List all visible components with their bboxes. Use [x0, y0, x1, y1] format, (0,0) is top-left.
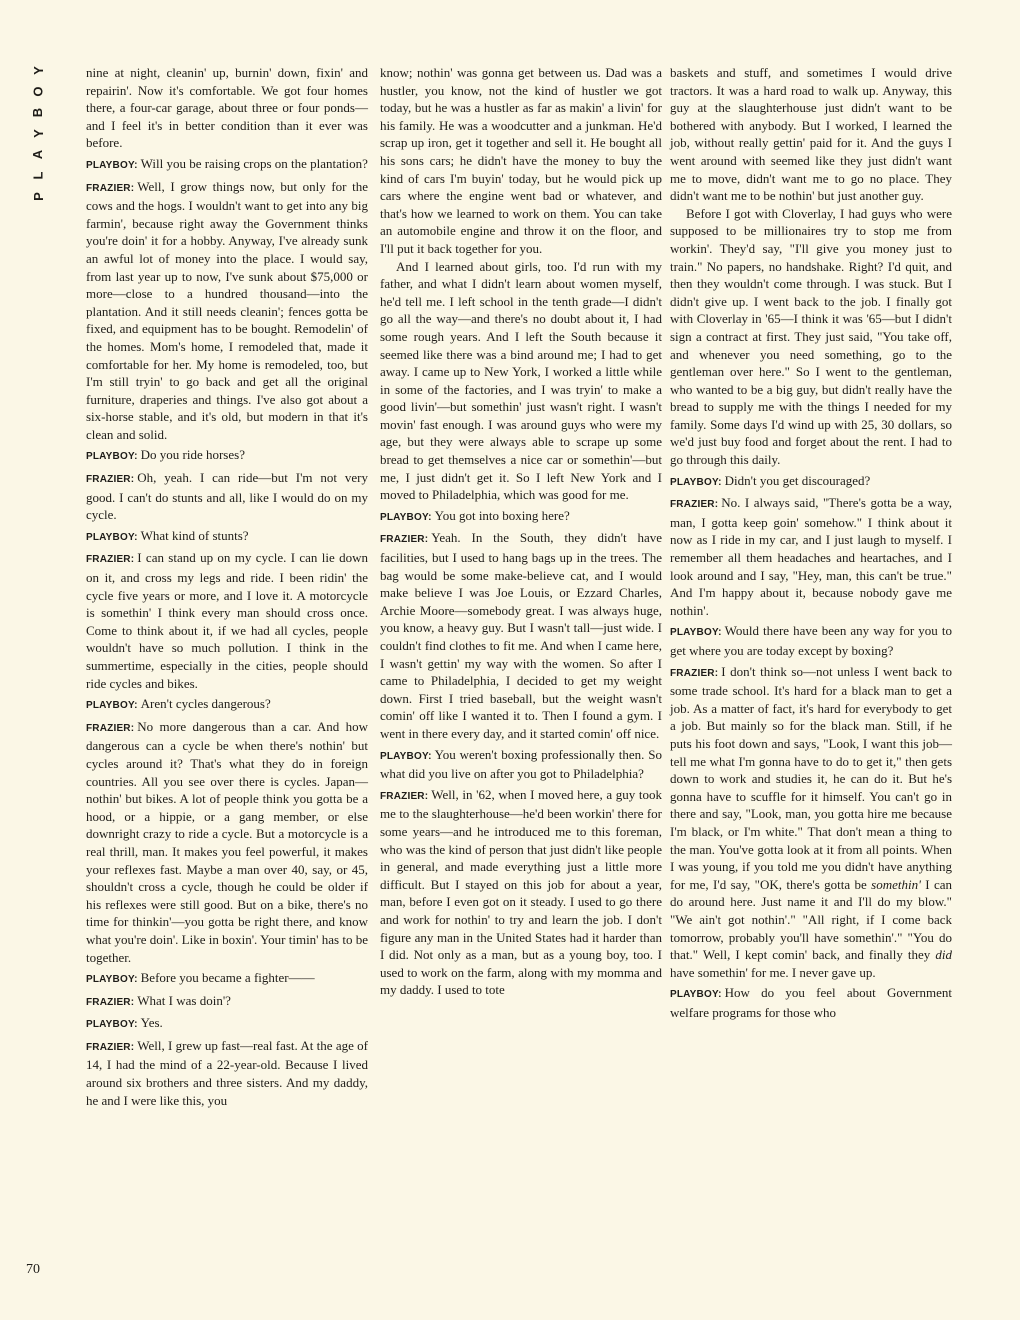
masthead-letter: P	[30, 192, 46, 201]
speaker-label: FRAZIER:	[86, 996, 135, 1008]
paragraph-text: Before you became a fighter——	[140, 970, 315, 986]
speaker-label: PLAYBOY:	[670, 627, 722, 639]
paragraph	[86, 64, 368, 152]
text-column-2	[380, 64, 662, 999]
speaker-label: PLAYBOY:	[86, 700, 138, 712]
speaker-label: FRAZIER:	[86, 182, 135, 194]
interview-exchange	[86, 1014, 368, 1034]
page-number: 70	[26, 1262, 40, 1277]
speaker-label: FRAZIER:	[86, 722, 135, 734]
interview-exchange	[86, 155, 368, 175]
speaker-label: PLAYBOY:	[670, 476, 722, 488]
masthead-letter: B	[30, 107, 46, 118]
paragraph-text: baskets and stuff, and sometimes I would drive tractors. It was a hard road to walk up. Anyway, this guy at the slaughterhouse just didn't want to be bothered with anybody. But I worked, I learned the job, without really gettin' paid for it. And the guys I went around with seemed like they just didn't want me to move, didn't want me to go no place. They didn't want me to be nothin' but just another guy.	[670, 65, 952, 204]
interview-exchange	[86, 992, 368, 1012]
paragraph-text: Well, in '62, when I moved here, a guy took me to the slaughterhouse—he'd been workin' there for some years—and he introduced me to this foreman, who was the kind of person that just didn't like people in general, and made everything just a little more difficult. But I stayed on this job for about a year, man, before I even got on it steady. I used to go there and work for nothin' to try and learn the job. I don't figure any man in the United States had it harder than I did. Not only as a man, but as a young boy, too. I used to work on the farm, along with my momma and my daddy. I used to tote	[380, 786, 662, 998]
paragraph-text: Before I got with Cloverlay, I had guys who were supposed to be millionaires try to stop me from workin'. They'd say, "I'll give you money just to train." No papers, no handshake. Right? I'd quit, and then they wouldn't come through. I was stuck. But I didn't give up. I went back to the job. I finally got with Cloverlay in '65—I think it was '65—but I didn't sign a contract at first. They just said, "You take off, and whenever you need something, go to the gentleman over here." So I went to the gentleman, who wanted to be a big guy, but didn't really have the bread to supply me with the things I needed for my family. Some days I'd wind up with 25, 30 dollars, so we'd just buy food and forget about the rent. I had to go through this daily.	[670, 205, 952, 468]
interview-exchange	[380, 746, 662, 783]
speaker-label: FRAZIER:	[380, 534, 429, 546]
speaker-label: PLAYBOY:	[670, 989, 722, 1001]
speaker-label: PLAYBOY:	[86, 531, 138, 543]
paragraph	[670, 205, 952, 469]
paragraph-text: You got into boxing here?	[434, 507, 570, 523]
paragraph-text: No. I always said, "There's gotta be a way, man, I gotta keep goin' somehow." I think about it now as I ride in my car, and I just laugh to myself. I remember all them headaches and heartaches, and I look around and I say, "Hey, man, this can't be true." And I'm happy about it, because nobody gave me nothin'.	[670, 495, 952, 618]
text-column-1	[86, 64, 368, 1109]
speaker-label: PLAYBOY:	[380, 511, 432, 523]
masthead-letter: Y	[30, 129, 46, 138]
interview-exchange	[670, 494, 952, 619]
paragraph-text: Well, I grow things now, but only for the cows and the hogs. I wouldn't want to get into any big farmin', because right away the Government thinks you're doin' it for a hobby. Anyway, I've already sunk an awful lot of money into the place. I would say, from last year up to now, I've sunk about $75,000 or more—close to a hundred thousand—into the plantation. And it still needs cleanin'; fences gotta be fixed, and equipment has to be bought. Remodelin' of the homes. Mom's home, I remodeled that, made it comfortable for her. My home is remodeled, too, but I'm still tryin' to go back and get all the original furniture, draperies and things. I've also got about a six-horse stable, and it's old, but modern in that it's clean and solid.	[86, 178, 368, 442]
paragraph-text: I don't think so—not unless I went back to some trade school. It's hard for a black man to get a job. As a matter of fact, it's hard for everybody to get a job. But mainly so for the black man. Still, if he puts his foot down and says, "Look, I want this job—tell me what I'm gonna have to do to get it," then gets down to work and studies it, he can do it. But he's gonna have to scuffle for it himself. You can't go in there and say, "Look, man, you gotta hire me because I'm black, or I'm white." That don't mean a thing to the man. You've gotta look at it from all points. When I was young, if you told me you didn't have anything for me, I'd say, "OK, there's gotta be somethin' I can do around here. Just name it and I'll do my blow." "We ain't got nothin'." "All right, if I come back tomorrow, probably you'll have somethin'." "You do that." Well, I kept comin' back, and finally they did have somethin' for me. I never gave up.	[670, 663, 952, 980]
speaker-label: PLAYBOY:	[380, 750, 432, 762]
interview-exchange	[86, 1037, 368, 1109]
paragraph-text: Well, I grew up fast—real fast. At the age of 14, I had the mind of a 22-year-old. Because I lived around six brothers and three sisters. And my daddy, he and I were like this, you	[86, 1037, 368, 1108]
interview-exchange	[380, 786, 662, 999]
paragraph-text: Would there have been any way for you to get where you are today except by boxing?	[670, 623, 952, 658]
interview-exchange	[86, 469, 368, 524]
paragraph-text: And I learned about girls, too. I'd run with my father, and what I didn't learn about women myself, he'd tell me. I left school in the tenth grade—I didn't go all the way—and there's no doubt about it, I had some rough years. And I left the South because it seemed like there was a bind around me; I had to get away. I came up to New York, I worked a little while in some of the factories, and I was tryin' to make a good livin'—but somethin' just wasn't right. I wasn't movin' fast enough. I was around guys who were my age, but they were always able to scrape up some bread to get themselves a nice car or somethin'—but me, I just didn't get it. So I left New York and I moved to Philadelphia, which was good for me.	[380, 258, 662, 503]
paragraph-text: How do you feel about Government welfare programs for those who	[670, 985, 952, 1020]
paragraph-text: know; nothin' was gonna get between us. Dad was a hustler, you know, not the kind of hustler we got today, but he was a hustler as far as makin' a livin' for his family. He was a woodcutter and a junkman. He'd scrap up iron, get it together and sell it. He bought all his sons cars; he didn't have the money to buy the kind of cars I'm buyin' today, but he would pick up cars where the engine went bad or whatever, and that's how we learned to work on them. You can take an automobile engine and throw it on the floor, and I'll put it back together for you.	[380, 65, 662, 256]
paragraph-text: Will you be raising crops on the plantation?	[140, 155, 368, 171]
interview-exchange	[86, 718, 368, 966]
paragraph	[380, 258, 662, 504]
paragraph-text: Yes.	[140, 1015, 163, 1031]
speaker-label: FRAZIER:	[86, 554, 135, 566]
interview-exchange	[86, 969, 368, 989]
speaker-label: PLAYBOY:	[86, 451, 138, 463]
masthead-letter: L	[30, 171, 46, 180]
speaker-label: FRAZIER:	[670, 667, 719, 679]
paragraph-text: I can stand up on my cycle. I can lie down on it, and cross my legs and ride. I been ridin' the cycle five years or more, and I love it. A motorcycle is somethin' I think every man should cross once. Come to think about it, if we had all cycles, people wouldn't have so much pollution. I think in the summertime, especially in the cities, people should ride cycles and bikes.	[86, 550, 368, 691]
paragraph-text: Do you ride horses?	[140, 447, 245, 463]
speaker-label: PLAYBOY:	[86, 159, 138, 171]
interview-exchange	[86, 527, 368, 547]
interview-exchange	[86, 178, 368, 444]
speaker-label: FRAZIER:	[86, 474, 135, 486]
paragraph	[670, 64, 952, 205]
interview-exchange	[670, 984, 952, 1021]
paragraph-text: No more dangerous than a car. And how dangerous can a cycle be when there's nothin' but cycles around it? That's what they do in foreign countries. All you see over there is cycles. Japan—nothin' but bikes. A lot of people think you gotta be a hood, or a hippie, or a gang member, or else downright crazy to ride a cycle. But a motorcycle is a real thrill, man. It makes you feel powerful, it makes your reflexes fast. Maybe a man over 40, say, or 45, shouldn't cross a cycle, though he could be older if his reflexes were still good. But on a bike, there's no time for thinkin'—you gotta be right there, and know what you're doin'. Like in boxin'. Your timin' has to be together.	[86, 718, 368, 965]
paragraph-text: nine at night, cleanin' up, burnin' down, fixin' and repairin'. Now it's comfortable. We got four homes there, a four-car garage, about three or four ponds—and I feel it's in better condition than it ever was before.	[86, 65, 368, 151]
masthead-letter: O	[30, 86, 46, 97]
interview-exchange	[380, 529, 662, 742]
paragraph-text: Didn't you get discouraged?	[724, 472, 871, 488]
paragraph-text: What kind of stunts?	[140, 527, 249, 543]
paragraph-text: What I was doin'?	[137, 992, 231, 1008]
paragraph-text: Yeah. In the South, they didn't have facilities, but I used to hang bags up in the trees. The bag would be some make-believe cat, and I would make believe I was Joe Louis, or Ezzard Charles, Archie Moore—somebody great. I was always huge, you know, a heavy guy. But I wasn't tall—just wide. I couldn't find clothes to fit me. And when I came here, I wasn't gettin' my way with the women. So after I came to Philadelphia, I decided to get my weight down. First I tried baseball, but the weight wasn't comin' off like I wanted it to. Then I found a gym. I went in there every day, and it started comin' off nice.	[380, 530, 662, 741]
speaker-label: PLAYBOY:	[86, 1019, 138, 1031]
speaker-label: FRAZIER:	[670, 499, 719, 511]
paragraph	[380, 64, 662, 258]
speaker-label: FRAZIER:	[380, 790, 429, 802]
text-column-3	[670, 64, 952, 1021]
paragraph-text: You weren't boxing professionally then. So what did you live on after you got to Philadelphia?	[380, 746, 662, 782]
interview-exchange	[380, 507, 662, 527]
masthead-playboy	[24, 60, 52, 207]
speaker-label: PLAYBOY:	[86, 974, 138, 986]
speaker-label: FRAZIER:	[86, 1041, 135, 1053]
paragraph-text: Aren't cycles dangerous?	[140, 696, 271, 712]
interview-exchange	[670, 622, 952, 659]
interview-exchange	[86, 446, 368, 466]
paragraph-text: Oh, yeah. I can ride—but I'm not very good. I can't do stunts and all, like I would do on my cycle.	[86, 470, 368, 523]
interview-exchange	[86, 549, 368, 692]
masthead-letter: A	[30, 149, 46, 160]
interview-exchange	[670, 663, 952, 982]
interview-exchange	[670, 472, 952, 492]
masthead-letter: Y	[30, 66, 46, 75]
interview-exchange	[86, 695, 368, 715]
